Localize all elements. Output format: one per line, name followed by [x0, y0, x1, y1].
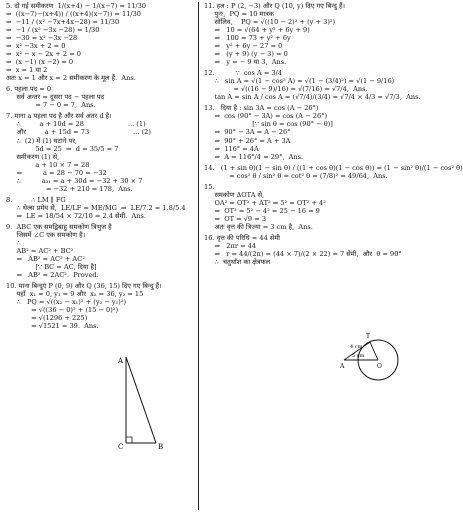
question-8 — [6, 196, 194, 220]
solution-line: ⇒ 2πr = 44 — [204, 241, 257, 250]
question-12 — [204, 69, 421, 102]
circle-tangent-figure — [340, 322, 404, 386]
solution-line: = √(1296 + 225) — [6, 314, 88, 323]
solution-line: = √1521 = 39. Ans. — [6, 322, 99, 331]
question-10 — [6, 282, 194, 330]
solution-line: ⇒ −1 / (x² −3x −28) = 1/30 — [6, 26, 100, 35]
solution-line: सर्व अन्तर = दूसरा पद − पहला पद — [6, 93, 105, 102]
solution-line: [∵ BC = AC, दिया है] — [6, 262, 97, 271]
solution-line: OA² = OT² + AT² ⇒ 5² = OT² + 4² — [204, 198, 326, 207]
triangle-label-b: B — [158, 443, 164, 451]
left-column — [6, 2, 194, 333]
solution-line: a + 10 × 7 = 28 — [6, 160, 90, 169]
circle-label-5cm: 5 cm — [352, 353, 365, 359]
solution-line: ⇒ A = 116°/4 = 29°, Ans. — [204, 152, 304, 161]
column-divider — [198, 2, 199, 510]
solution-line: 11. हल : P (2, −3) और Q (10, y) दिए गए बिन्दु हैं। — [204, 2, 345, 10]
solution-line: ⇒ x² − x − 2x + 2 = 0 — [6, 50, 81, 59]
solution-line: ⇒ 116° = 4A — [204, 144, 259, 153]
solution-line: ⇒ ((x−7)−(x+4)) / ((x+4)(x−7)) = 11/30 — [6, 10, 141, 19]
solution-line: 12. ∵ cos A = 3/4 — [204, 69, 283, 78]
circle-label-o: O — [377, 363, 382, 370]
solution-line: tan A = sin A / cos A = (√7/4)/(3/4) = √7/4 × 4/3 = √7/3, Ans. — [204, 93, 421, 102]
triangle-label-a: A — [118, 357, 124, 365]
right-triangle-figure — [38, 355, 168, 450]
solution-line: ⇒ 100 = 73 + y² + 6y — [204, 34, 291, 43]
solution-line: समीकरण (1) से, — [6, 152, 60, 161]
circle-label-a: A — [340, 363, 345, 370]
solution-line: यहाँ x₁ = 0, y₁ = 9 और x₂ = 36, y₂ = 15 — [6, 290, 144, 299]
solution-line: 16. वृत्त की परिधि = 44 सेमी — [204, 233, 280, 242]
solution-line: अतः x = 1 और x = 2 समीकरण के मूल हैं. Ans. — [6, 74, 136, 83]
circle-label-4cm: 4 cm — [350, 344, 363, 350]
solution-line: 5. दो गई समीकरण 1/(x+4) − 1/(x−7) = 11/30 — [6, 2, 147, 10]
question-7 — [6, 112, 194, 192]
question-11 — [204, 2, 406, 66]
question-14 — [204, 163, 463, 180]
question-16 — [204, 234, 406, 266]
solution-line: और a + 15d = 73 ... (2) — [6, 128, 151, 137]
question-13 — [204, 104, 406, 160]
solution-line: जिसमें ∠C एक समकोण है। — [6, 230, 86, 239]
solution-line: ⇒ −11 / (x² −7x+4x−28) = 11/30 — [6, 18, 120, 27]
question-15 — [204, 183, 406, 231]
solution-line: ⇒ (x −1) (x −2) = 0 — [6, 58, 74, 67]
solution-line: ⇒ 10 = √(64 + y² + 6y + 9) — [204, 26, 310, 35]
solution-line: 14. (1 + sin θ)(1 − sin θ) / ((1 + cos θ)(1 − cos θ)) = (1 − sin² θ)/(1 − cos² θ) — [204, 163, 463, 172]
solution-line: ⇒ x² −3x + 2 = 0 — [6, 42, 66, 51]
triangle-label-c: C — [118, 443, 124, 451]
solution-line: ⇒ a = 28 − 70 = −32 — [6, 168, 107, 177]
solution-line: ⇒ y² + 6y − 27 = 0 — [204, 42, 283, 51]
solution-line: पुनः, PQ = 10 मात्रक — [204, 10, 274, 19]
solution-line: = √((16 − 9)/16) = √(7/16) = √7/4, Ans. — [204, 85, 368, 94]
solution-line: ⇒ (y + 9) (y − 3) = 0 — [204, 50, 288, 59]
solution-line: ∴ थेल्स प्रमेय से, LE/LF = ME/MG ⇒ LE/7.2 = 1.8/5.4 — [6, 203, 186, 212]
solution-line: ∴ a + 10d = 28 ... (1) — [6, 120, 146, 129]
solution-line: ∴ चतुर्थांश का क्षेत्रफल — [204, 257, 271, 266]
solution-line: = 7 − 0 = 7, Ans. — [6, 101, 96, 110]
solution-line: ⇒ OT² = 5² − 4² = 25 − 16 = 9 — [204, 206, 320, 215]
solution-line: ⇒ AB² = AC² + AC² — [6, 254, 85, 263]
solution-line: ∴ — [6, 238, 21, 247]
solution-line: ⇒ OT = √9 = 3 — [204, 214, 267, 223]
solution-line: 8. ∴ LM ∥ FG — [6, 195, 66, 204]
solution-line: ⇒ −30 = x² −3x −28 — [6, 34, 78, 43]
solution-line: अतः वृत्त की त्रिज्या = 3 cm है, Ans. — [204, 222, 313, 231]
solution-line: ∴ sin A = √(1 − cos² A) = √(1 − (3/4)²) = √(1 − 9/16) — [204, 77, 395, 86]
solution-line: = cos² θ / sin² θ = cot² θ = (7/8)² = 49/64, Ans. — [204, 171, 388, 180]
solution-line: [∵ sin θ = cos (90° − θ)] — [204, 120, 333, 129]
solution-line: ∴ a₃₁ = a + 30d = −32 + 30 × 7 — [6, 176, 143, 185]
solution-line: सॉलिव, PQ = √((10 − 2)² + (y + 3)²) — [204, 18, 336, 27]
solution-line: ⇒ cos (90° − 3A) = cos (A − 26°) — [204, 112, 328, 121]
solution-line: ⇒ x = 1 या 2 — [6, 66, 48, 75]
solution-line: ⇒ 90° + 26° = A + 3A — [204, 136, 291, 145]
solution-line: ⇒ y = − 9 या 3, Ans. — [204, 58, 287, 67]
solution-line: 9. ABC एक समद्विबाहु समकोण त्रिभुज है — [6, 222, 112, 231]
solution-line: = −32 + 210 = 178, Ans. — [6, 184, 133, 193]
solution-line: ⇒ r = 44/(2π) = (44 × 7)/(2 × 22) = 7 सेमी, और θ = 90° — [204, 249, 402, 258]
solution-line: ⇒ 90° − 3A = A − 26° — [204, 128, 291, 137]
solution-line: 7. माना a पहला पद है और सर्व अंतर d है। — [6, 112, 112, 121]
solution-line: समकोण ΔOTA से, — [204, 190, 265, 199]
right-column — [204, 2, 463, 269]
solution-line: ∴ (2) में (1) घटाने पर, — [6, 136, 77, 145]
solution-line: ∴ PQ = √((x₂ − x₁)² + (y₂ − y₁)²) — [6, 298, 127, 307]
solution-line: AB² = AC² + BC² — [6, 246, 74, 255]
question-5 — [6, 2, 194, 82]
solution-line: 13. दिया है : sin 3A = cos (A − 26°) — [204, 104, 319, 113]
solution-line: 5d = 25 ⇒ d = 35/5 = 7 — [6, 144, 119, 153]
solution-line: = √((36 − 0)² + (15 − 0)²) — [6, 306, 119, 315]
solution-line: 15. — [204, 182, 215, 191]
solution-line: 10. माना बिन्दुएं P (0, 9) और Q (36, 15) दिए गए बिन्दु हैं। — [6, 282, 162, 291]
solution-line: ⇒ LE = 18/54 × 72/10 = 2.4 सेमी. Ans. — [6, 211, 147, 220]
question-6 — [6, 85, 194, 109]
circle-label-t: T — [366, 333, 371, 340]
solution-line: ⇒ AB² = 2AC². Proved. — [6, 271, 99, 279]
question-9 — [6, 223, 194, 279]
solution-line: 6. पहला पद = 0 — [6, 85, 52, 94]
